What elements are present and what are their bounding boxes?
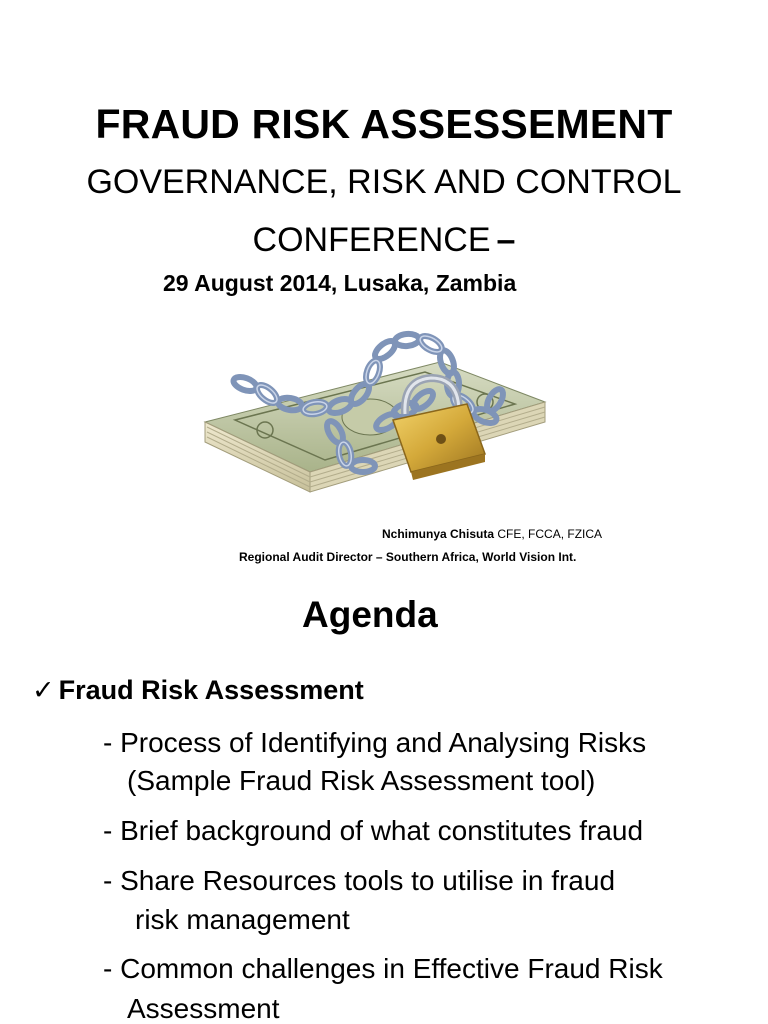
conference-name-line2 — [0, 220, 768, 260]
agenda-main-item-label: Fraud Risk Assessment — [58, 675, 364, 705]
slide-title: FRAUD RISK ASSESSEMENT — [95, 101, 673, 147]
agenda-point-4: - Common challenges in Effective Fraud Risk — [103, 953, 663, 984]
author-line — [382, 526, 602, 542]
agenda-point-1-cont: (Sample Fraud Risk Assessment tool) — [127, 765, 596, 796]
author-name: Nchimunya Chisuta — [382, 527, 495, 541]
agenda-point-2: - Brief background of what constitutes fraud — [103, 815, 644, 846]
author-credentials: CFE, FCCA, FZICA — [494, 527, 603, 541]
author-role: Regional Audit Director – Southern Africa, World Vision Int. — [239, 550, 577, 564]
agenda-heading: Agenda — [302, 594, 438, 635]
check-icon: ✓ — [32, 675, 55, 705]
agenda-point-1: - Process of Identifying and Analysing Risks — [103, 727, 647, 758]
agenda-point-4-cont: Assessment — [127, 993, 280, 1024]
conference-name-line1: GOVERNANCE, RISK AND CONTROL — [86, 163, 682, 201]
conference-dash: – — [496, 221, 516, 259]
chained-money-padlock-icon — [195, 322, 555, 507]
agenda-point-3: - Share Resources tools to utilise in fraud — [103, 865, 616, 896]
agenda-main-item — [32, 672, 364, 708]
conference-label: CONFERENCE — [252, 221, 491, 259]
date-location: 29 August 2014, Lusaka, Zambia — [163, 270, 517, 296]
agenda-point-3-cont: risk management — [135, 904, 350, 935]
